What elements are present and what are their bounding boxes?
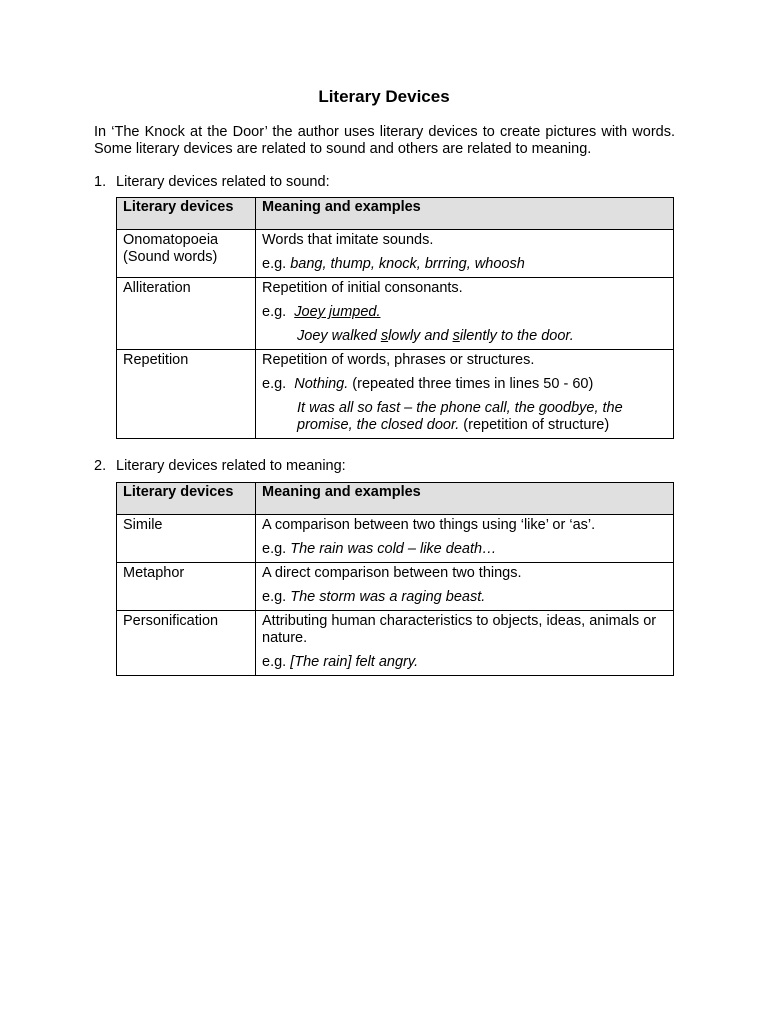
device-cell: Simile <box>117 515 256 563</box>
section-heading-sound <box>94 174 330 191</box>
eg-label: e.g. <box>262 256 287 272</box>
example-line <box>262 589 667 606</box>
page-title: Literary Devices <box>318 87 450 106</box>
column-header-devices: Literary devices <box>117 483 256 515</box>
device-name: Onomatopoeia <box>123 232 219 248</box>
eg-label: e.g. <box>262 654 287 670</box>
example-underlined: Joey jumped. <box>294 304 381 320</box>
section-heading-text: Literary devices related to sound: <box>116 174 330 190</box>
section-number: 1. <box>94 174 107 190</box>
device-cell <box>117 230 256 278</box>
device-cell: Metaphor <box>117 563 256 611</box>
example-line <box>262 376 667 393</box>
sound-devices-table <box>116 197 674 439</box>
example-text <box>297 328 574 344</box>
device-cell: Repetition <box>117 350 256 439</box>
device-subtitle: (Sound words) <box>123 249 218 265</box>
meaning-cell <box>256 278 674 350</box>
eg-label: e.g. <box>262 304 287 320</box>
meaning-cell <box>256 230 674 278</box>
eg-label: e.g. <box>262 541 287 557</box>
meaning-text: Words that imitate sounds. <box>262 232 434 248</box>
example-text <box>294 304 380 320</box>
table-row-personification <box>117 611 674 676</box>
example-line <box>262 304 667 321</box>
table-row-onomatopoeia <box>117 230 674 278</box>
table-row-simile <box>117 515 674 563</box>
meaning-devices-table <box>116 482 674 676</box>
table-row-metaphor <box>117 563 674 611</box>
example-note: (repetition of structure) <box>459 417 610 433</box>
eg-label: e.g. <box>262 376 287 392</box>
section-number: 2. <box>94 458 107 474</box>
example-text: [The rain] felt angry. <box>290 654 419 670</box>
eg-label: e.g. <box>262 589 287 605</box>
meaning-text: A comparison between two things using ‘like’ or ‘as’. <box>262 517 596 533</box>
example-line <box>262 541 667 558</box>
column-header-meaning: Meaning and examples <box>256 198 674 230</box>
table-header-row <box>117 483 674 515</box>
example-text: It was all so fast – the phone call, the goodbye, the <box>297 400 623 416</box>
meaning-text: A direct comparison between two things. <box>262 565 522 581</box>
meaning-text: Repetition of initial consonants. <box>262 280 463 296</box>
example-text: bang, thump, knock, brrring, whoosh <box>290 256 525 272</box>
example-line-2 <box>262 400 667 417</box>
example-line-2 <box>262 328 667 345</box>
meaning-cell <box>256 563 674 611</box>
example-text: The rain was cold – like death… <box>290 541 497 557</box>
example-text: promise, the closed door. <box>297 417 460 433</box>
meaning-cell <box>256 611 674 676</box>
table-row-repetition <box>117 350 674 439</box>
table-header-row <box>117 198 674 230</box>
column-header-meaning: Meaning and examples <box>256 483 674 515</box>
meaning-cell <box>256 350 674 439</box>
example-part: Joey walked <box>297 328 381 344</box>
underlined-letter: s <box>380 328 389 344</box>
example-line <box>262 256 667 273</box>
example-text: The storm was a raging beast. <box>290 589 486 605</box>
intro-paragraph: In ‘The Knock at the Door’ the author uses literary devices to create pictures with words. Some literary devices are related to sound and others are related to meaning. <box>94 124 675 157</box>
section-heading-text: Literary devices related to meaning: <box>116 458 346 474</box>
example-part: lowly and <box>388 328 453 344</box>
meaning-text: Attributing human characteristics to objects, ideas, animals or nature. <box>262 613 657 646</box>
table-row-alliteration <box>117 278 674 350</box>
device-cell: Personification <box>117 611 256 676</box>
section-heading-meaning <box>94 458 346 475</box>
column-header-devices: Literary devices <box>117 198 256 230</box>
example-line-3 <box>262 417 667 434</box>
example-part: ilently to the door. <box>459 328 574 344</box>
meaning-cell <box>256 515 674 563</box>
example-text: Nothing. <box>294 376 349 392</box>
example-line <box>262 654 667 671</box>
underlined-letter: s <box>452 328 460 344</box>
device-cell: Alliteration <box>117 278 256 350</box>
example-note: (repeated three times in lines 50 - 60) <box>348 376 594 392</box>
meaning-text: Repetition of words, phrases or structures. <box>262 352 535 368</box>
